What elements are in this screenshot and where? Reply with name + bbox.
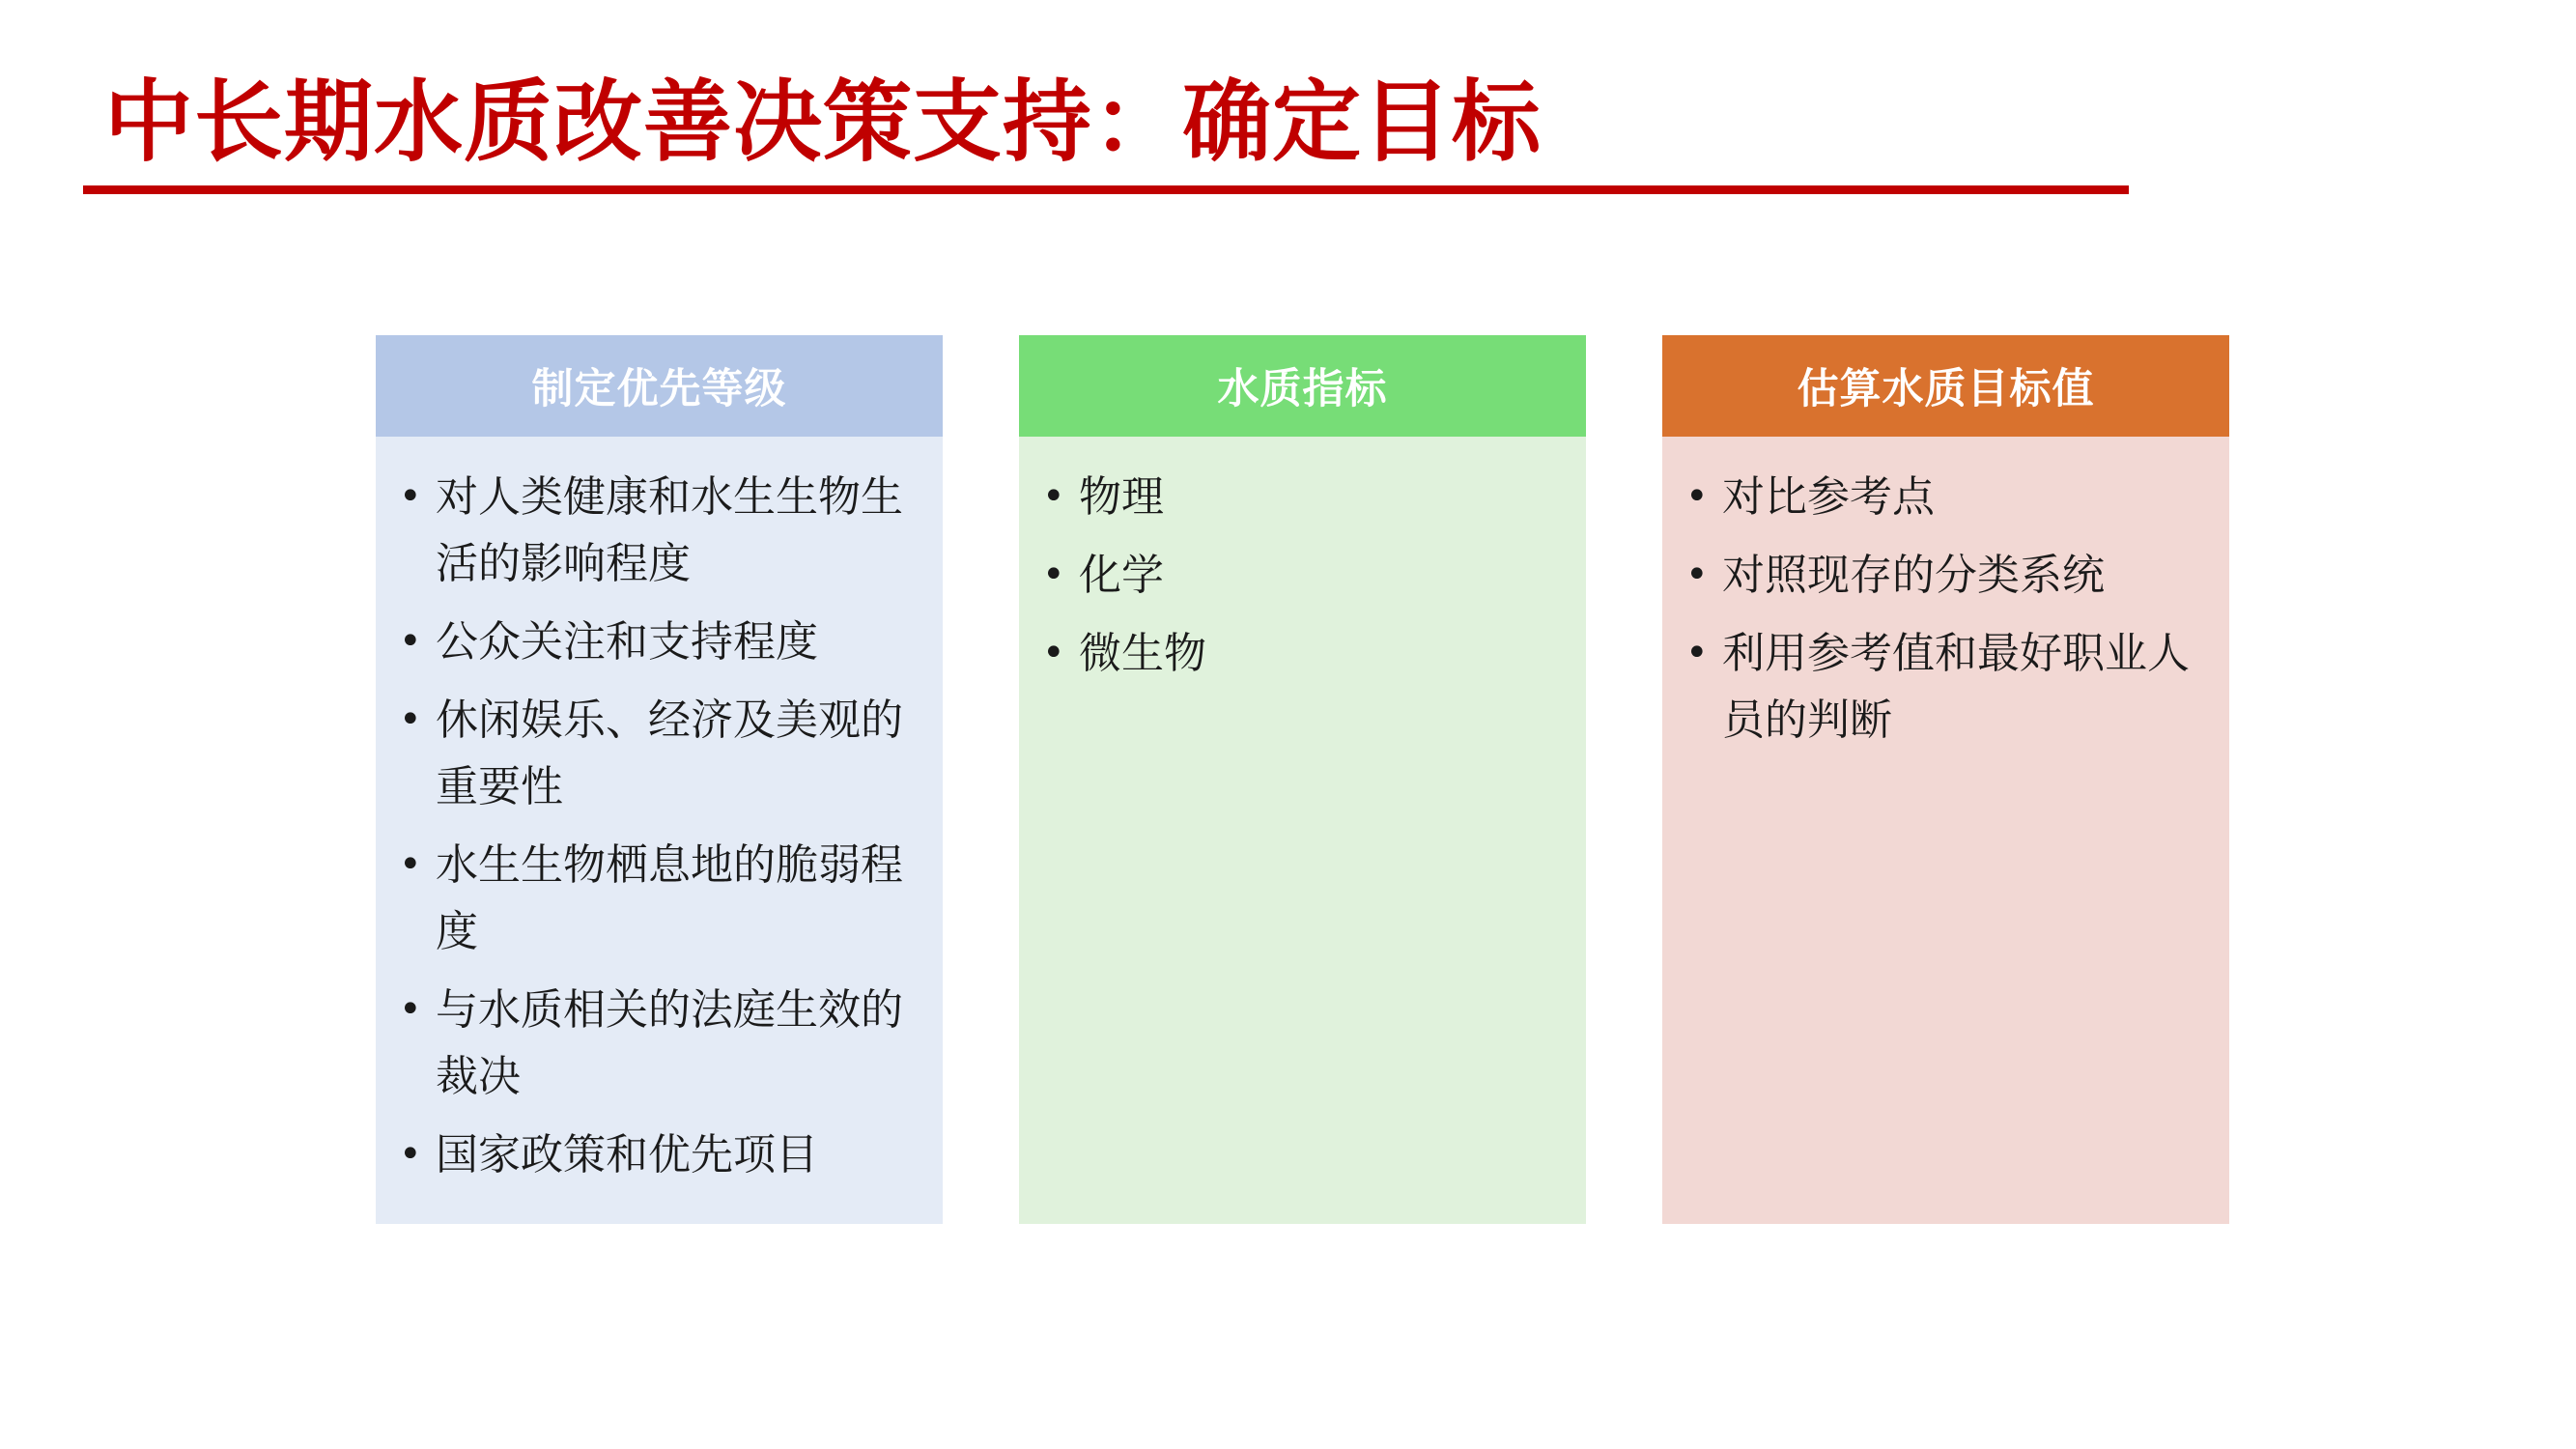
bullet-icon: • xyxy=(1042,553,1065,597)
bullet-icon: • xyxy=(399,842,422,887)
list-item xyxy=(1682,542,2206,609)
list-item-text: 国家政策和优先项目 xyxy=(436,1130,818,1179)
list-item xyxy=(395,977,920,1110)
slide-title: 中长期水质改善决策支持：确定目标 xyxy=(104,71,1543,174)
list-item-text: 利用参考值和最好职业人员的判断 xyxy=(1722,629,2190,745)
bullet-icon: • xyxy=(399,619,422,664)
target-value-list xyxy=(1682,464,2206,753)
indicator-list xyxy=(1038,464,1563,687)
list-item-text: 与水质相关的法庭生效的裁决 xyxy=(436,985,903,1101)
title-underline xyxy=(83,185,2129,194)
indicator-header: 水质指标 xyxy=(1019,335,1586,437)
list-item xyxy=(1682,620,2206,753)
indicator-body xyxy=(1019,437,1586,1224)
list-item xyxy=(1038,464,1563,530)
list-item xyxy=(395,1122,920,1188)
target-value-column xyxy=(1662,335,2229,1224)
list-item xyxy=(395,687,920,820)
bullet-icon: • xyxy=(1042,631,1065,675)
list-item-text: 微生物 xyxy=(1079,629,1206,678)
list-item-text: 物理 xyxy=(1079,472,1164,522)
list-item-text: 对照现存的分类系统 xyxy=(1722,551,2105,600)
bullet-icon: • xyxy=(399,1132,422,1177)
bullet-icon: • xyxy=(399,987,422,1032)
list-item-text: 水生生物栖息地的脆弱程度 xyxy=(436,840,903,956)
list-item xyxy=(1682,464,2206,530)
list-item xyxy=(1038,620,1563,687)
bullet-icon: • xyxy=(1042,474,1065,519)
priority-list xyxy=(395,464,920,1188)
bullet-icon: • xyxy=(1685,474,1709,519)
list-item xyxy=(1038,542,1563,609)
list-item-text: 休闲娱乐、经济及美观的重要性 xyxy=(436,696,903,811)
bullet-icon: • xyxy=(399,697,422,742)
list-item-text: 公众关注和支持程度 xyxy=(436,617,818,667)
bullet-icon: • xyxy=(1685,553,1709,597)
bullet-icon: • xyxy=(1685,631,1709,675)
bullet-icon: • xyxy=(399,474,422,519)
priority-header: 制定优先等级 xyxy=(376,335,943,437)
target-value-body xyxy=(1662,437,2229,1224)
target-value-header: 估算水质目标值 xyxy=(1662,335,2229,437)
list-item xyxy=(395,832,920,965)
list-item-text: 对人类健康和水生生物生活的影响程度 xyxy=(436,472,903,588)
priority-column xyxy=(376,335,943,1224)
priority-body xyxy=(376,437,943,1224)
indicator-column xyxy=(1019,335,1586,1224)
list-item-text: 对比参考点 xyxy=(1722,472,1935,522)
list-item xyxy=(395,464,920,597)
list-item-text: 化学 xyxy=(1079,551,1164,600)
list-item xyxy=(395,609,920,675)
